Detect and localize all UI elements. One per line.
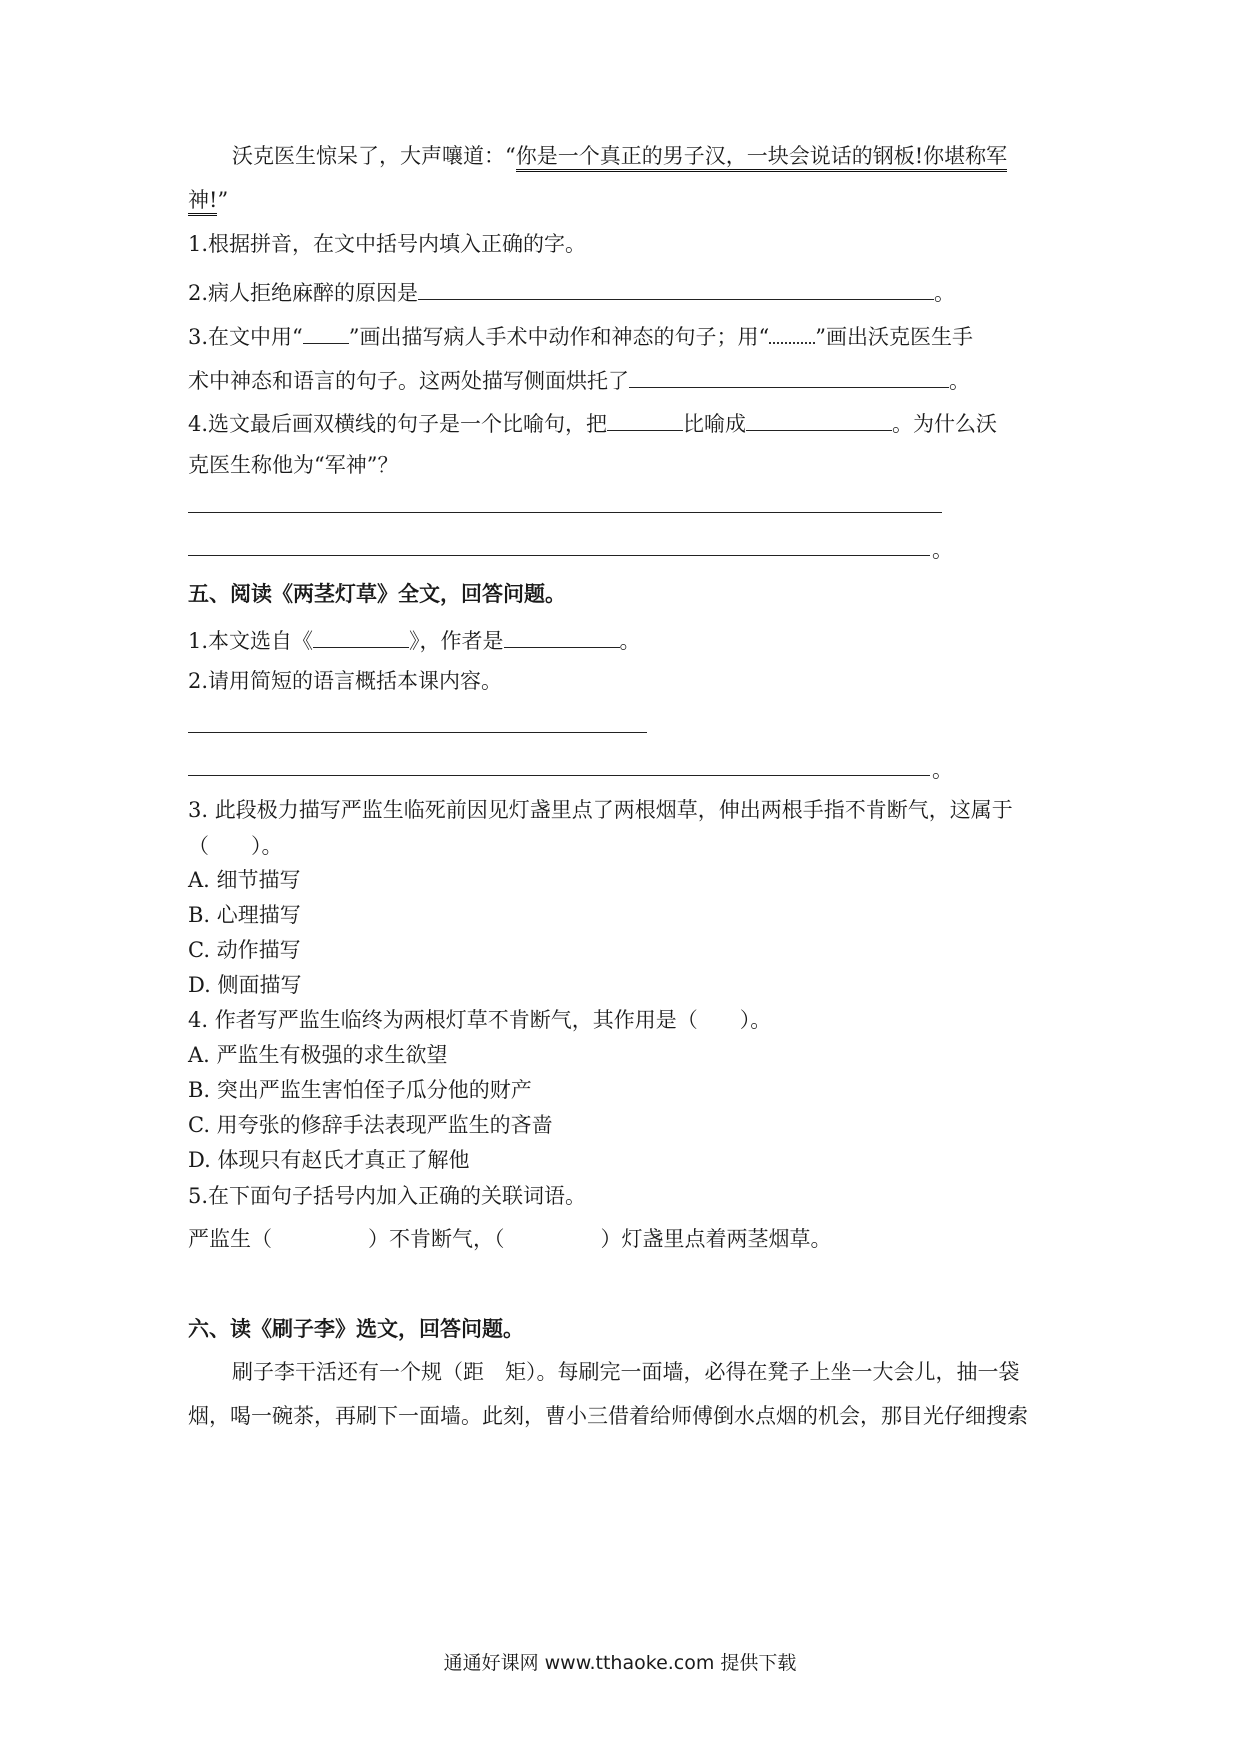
question-3-text-4: 术中神态和语言的句子。这两处描写侧面烘托了: [188, 369, 629, 393]
question-3-text: 3.在文中用“: [188, 325, 303, 349]
section-6-heading: 六、读《刷子李》选文，回答问题。: [188, 1316, 524, 1341]
period: 。: [934, 281, 956, 305]
section-6-paragraph-line-1: 刷子李干活还有一个规（距 矩）。每刷完一面墙，必得在凳子上坐一大会儿，抽一袋: [232, 1360, 1020, 1384]
option-c[interactable]: C. 动作描写: [188, 938, 301, 962]
double-underlined-quote-end: 神!: [188, 188, 217, 216]
period: 。: [932, 538, 953, 562]
section-5-heading: 五、阅读《两茎灯草》全文，回答问题。: [188, 581, 566, 606]
question-3-text-2: ”画出描写病人手术中动作和神态的句子；用“: [348, 325, 770, 349]
passage-line-2: [188, 190, 228, 211]
question-2-text: 2.病人拒绝麻醉的原因是: [188, 281, 419, 305]
question-3-text-3: ”画出沃克医生手: [815, 325, 974, 349]
option-b[interactable]: B. 心理描写: [188, 903, 301, 927]
section-5-question-3-line-1: 3. 此段极力描写严监生临死前因见灯盏里点了两根烟草，伸出两根手指不肯断气，这属于: [188, 798, 1013, 822]
quote-close: ”: [217, 188, 229, 212]
option-c[interactable]: C. 用夸张的修辞手法表现严监生的吝啬: [188, 1113, 553, 1137]
section-5-question-5: 5.在下面句子括号内加入正确的关联词语。: [188, 1184, 587, 1208]
sentence-text: 严监生（: [188, 1227, 272, 1251]
footer: 通通好课网 www.tthaoke.com 提供下载: [443, 1652, 797, 1674]
section-5-question-5-sentence: [188, 1229, 832, 1250]
answer-blank[interactable]: [629, 367, 949, 388]
answer-blank[interactable]: [607, 410, 683, 431]
question-1: 1.根据拼音，在文中括号内填入正确的字。: [188, 232, 587, 256]
wavy-line-mark: [769, 324, 815, 344]
option-d[interactable]: D. 侧面描写: [188, 973, 302, 997]
option-b[interactable]: B. 突出严监生害怕侄子瓜分他的财产: [188, 1078, 532, 1102]
question-4-text: 4.选文最后画双横线的句子是一个比喻句，把: [188, 412, 608, 436]
sentence-text-2: ）不肯断气，（: [368, 1227, 505, 1251]
answer-line[interactable]: [188, 775, 930, 776]
question-3-line-1: [188, 323, 973, 348]
question-3-line-2: [188, 367, 970, 392]
answer-line[interactable]: [188, 512, 942, 513]
question-4-text-3: 。为什么沃: [892, 412, 998, 436]
answer-blank[interactable]: [313, 627, 409, 648]
section-6-paragraph-line-2: 烟，喝一碗茶，再刷下一面墙。此刻，曹小三借着给师傅倒水点烟的机会，那目光仔细搜索: [188, 1404, 1028, 1428]
period: 。: [949, 369, 970, 393]
question-text: 1.本文选自《: [188, 629, 314, 653]
question-4-line-1: [188, 410, 997, 435]
answer-blank[interactable]: [418, 279, 934, 300]
option-d[interactable]: D. 体现只有赵氏才真正了解他: [188, 1148, 470, 1172]
option-a[interactable]: A. 严监生有极强的求生欲望: [188, 1043, 448, 1067]
question-4-text-2: 比喻成: [683, 412, 747, 436]
sentence-text-3: ）灯盏里点着两茎烟草。: [600, 1227, 832, 1251]
straight-line-mark: [303, 323, 349, 344]
answer-line[interactable]: [188, 555, 930, 556]
passage-line-1: [232, 146, 1007, 167]
period: 。: [619, 629, 641, 653]
section-5-question-1: [188, 627, 641, 652]
option-a[interactable]: A. 细节描写: [188, 868, 301, 892]
section-5-question-3-line-2: （ ）。: [188, 834, 283, 858]
section-5-question-2: 2.请用简短的语言概括本课内容。: [188, 669, 503, 693]
question-4-line-2: 克医生称他为“军神”？: [188, 453, 399, 477]
period: 。: [932, 758, 953, 782]
section-5-question-4: 4. 作者写严监生临终为两根灯草不肯断气，其作用是（ ）。: [188, 1008, 772, 1032]
question-text-2: 》，作者是: [409, 629, 504, 653]
answer-blank[interactable]: [504, 627, 620, 648]
question-2: [188, 279, 955, 304]
passage-text: 沃克医生惊呆了，大声嚷道：“: [232, 144, 516, 168]
double-underlined-quote: 你是一个真正的男子汉，一块会说话的钢板!你堪称军: [516, 144, 1007, 172]
answer-line[interactable]: [188, 732, 647, 733]
answer-blank[interactable]: [746, 410, 892, 431]
